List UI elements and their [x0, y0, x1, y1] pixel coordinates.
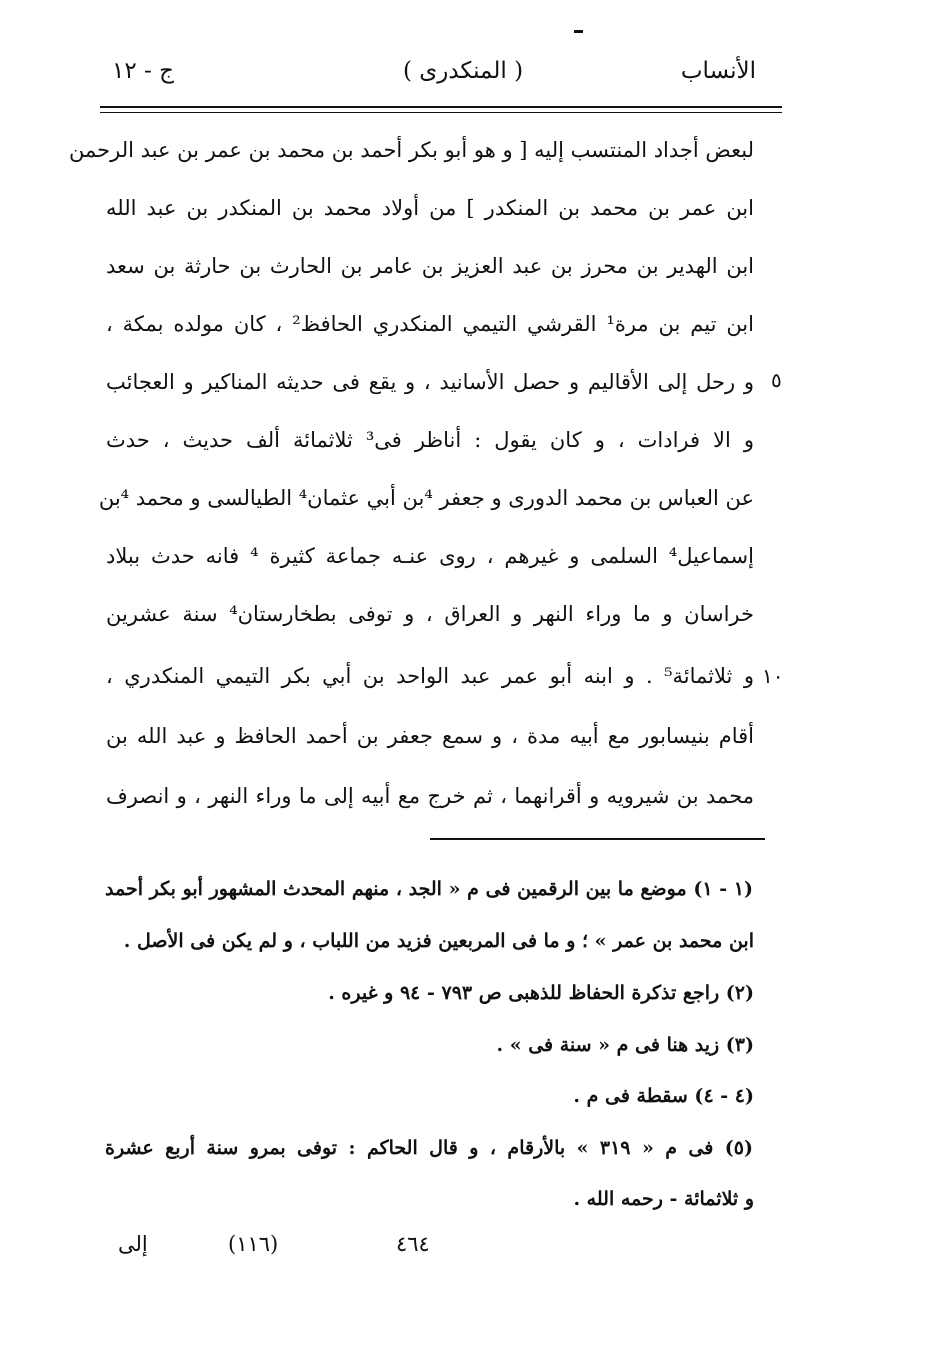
running-header-title: الأنساب [680, 58, 756, 84]
footnote-line: ابن محمد بن عمر » ؛ و ما فى المربعين فزيد من اللباب ، و لم يكن فى الأصل . [123, 930, 754, 952]
text-line: محمد بن شيرويه و أقرانهما ، ثم خرج مع أبيه إلى ما وراء النهر ، و انصرف [106, 784, 754, 808]
header-rule [100, 106, 782, 108]
text-line: ابن الهدير بن محرز بن عبد العزيز بن عامر بن الحارث بن حارثة بن سعد [106, 254, 754, 278]
text-line: عن العباس بن محمد الدورى و جعفر ⁴بن أبي عثمان⁴ الطيالسى و محمد ⁴بن [98, 486, 754, 510]
text-line: إسماعيل⁴ السلمى و غيرهم ، روى عنـه جماعة كثيرة ⁴ فانه حدث ببلاد [106, 544, 754, 568]
text-line: أقام بنيسابور مع أبيه مدة ، و سمع جعفر بن أحمد الحافظ و عبد الله بن [106, 724, 754, 748]
text-line: و رحل إلى الأقاليم و حصل الأسانيد ، و يقع فى حديثه المناكير و العجائب [106, 370, 754, 394]
text-line: ابن تيم بن مرة¹ القرشي التيمي المنكدري الحافظ² ، كان مولده بمكة ، [106, 312, 754, 336]
catchword: إلى [118, 1232, 148, 1256]
footnote-line: (٥) فى م « ٣١٩ » بالأرقام ، و قال الحاكم : توفى بمرو سنة أربع عشرة [105, 1137, 753, 1159]
footnote-rule [430, 838, 765, 840]
text-line: و الا فرادات ، و كان يقول : أناظر فى³ ثلاثمائة ألف حديث ، حدث [106, 428, 754, 452]
header-rule-thin [100, 112, 782, 113]
footnote-line: (٢) راجع تذكرة الحفاظ للذهبى ص ٧٩٣ - ٩٤ و غيره . [328, 982, 754, 1004]
footnote-line: (٤ - ٤) سقطة فى م . [573, 1085, 754, 1107]
top-mark [574, 30, 583, 33]
footnote-line: (٣) زيد هنا فى م « سنة فى » . [496, 1034, 754, 1056]
volume-reference: (١١٦) [228, 1232, 279, 1256]
text-line: خراسان و ما وراء النهر و العراق ، و توفى بطخارستان⁴ سنة عشرين [106, 602, 754, 626]
text-line: و ثلاثمائة⁵ ‌. و ابنه أبو عمر عبد الواحد بن أبي بكر التيمي المنكدري ، [106, 664, 754, 688]
line-number-5: ٥ [771, 368, 782, 392]
text-line: لبعض أجداد المنتسب إليه [ و هو أبو بكر أحمد بن محمد بن عمر بن عبد الرحمن [69, 138, 754, 162]
running-header-entry: ( المنكدرى ) [402, 58, 524, 84]
footnote-line: و ثلاثمائة - رحمه الله . [573, 1188, 754, 1210]
footnote-line: (١ - ١) موضع ما بين الرقمين فى م « الجد ، منهم المحدث المشهور أبو بكر أحمد [105, 878, 753, 900]
running-header-volume: ج - ١٢ [112, 58, 174, 84]
line-number-10: ١٠ [762, 664, 784, 688]
page-number: ٤٦٤ [396, 1232, 430, 1256]
text-line: ابن عمر بن محمد بن المنكدر ] من أولاد محمد بن المنكدر بن عبد الله [106, 196, 754, 220]
